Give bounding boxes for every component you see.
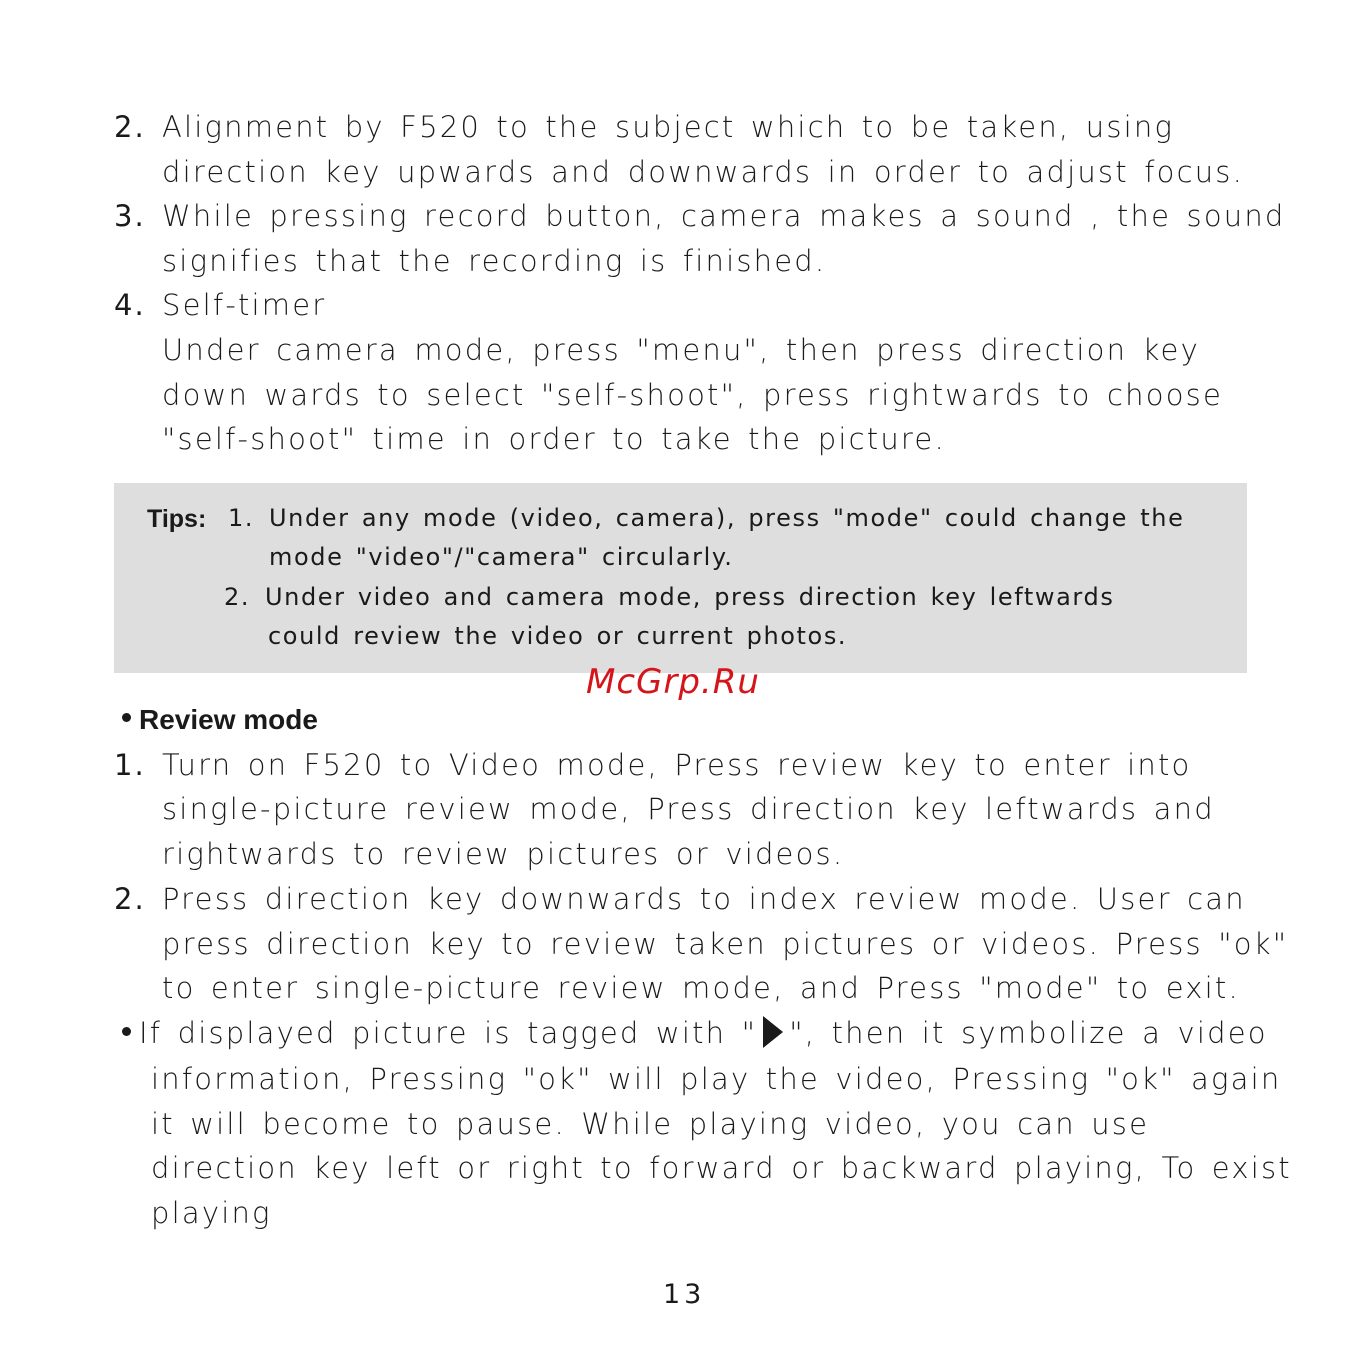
tip-1-number: 1.: [228, 504, 255, 532]
bullet-line-2: information, Pressing "ok" will play the video, Pressing "ok" again: [151, 1062, 1282, 1096]
bullet-icon: [122, 713, 131, 722]
step-2-line-2: direction key upwards and downwards in order to adjust focus.: [162, 155, 1245, 189]
tip-2-line-2: could review the video or current photos.: [268, 622, 848, 650]
bullet-line-5: playing: [151, 1196, 272, 1230]
tips-label: Tips:: [147, 505, 207, 533]
section-title: Review mode: [139, 704, 318, 735]
step-4-line-3: down wards to select "self-shoot", press rightwards to choose: [162, 378, 1223, 412]
bullet-text-after: ", then it symbolize a video: [789, 1016, 1268, 1050]
step-3-line-2: signifies that the recording is finished.: [162, 244, 827, 278]
review-step-2-line-1: Press direction key downwards to index review mode. User can: [162, 882, 1246, 916]
review-step-2-line-2: press direction key to review taken pictures or videos. Press "ok": [162, 927, 1289, 961]
bullet-icon: [122, 1027, 131, 1036]
bullet-line-3: it will become to pause. While playing video, you can use: [151, 1107, 1150, 1141]
step-2-line-1: Alignment by F520 to the subject which to be taken, using: [162, 110, 1175, 144]
step-3-number: 3.: [114, 199, 146, 233]
watermark: McGrp.Ru: [586, 662, 760, 702]
bullet-line-1: [122, 1016, 1268, 1051]
review-step-1-line-2: single-picture review mode, Press direction key leftwards and: [162, 792, 1215, 826]
review-step-1-number: 1.: [114, 748, 146, 782]
step-4-line-2: Under camera mode, press "menu", then press direction key: [162, 333, 1200, 367]
tip-1-line-2: mode "video"/"camera" circularly.: [269, 543, 734, 571]
bullet-text-before: If displayed picture is tagged with ": [139, 1016, 758, 1050]
tip-1-line-1: Under any mode (video, camera), press "mode" could change the: [269, 504, 1185, 532]
step-4-line-4: "self-shoot" time in order to take the picture.: [162, 422, 946, 456]
tip-2-number: 2.: [224, 583, 251, 611]
step-3-line-1: While pressing record button, camera makes a sound , the sound: [162, 199, 1286, 233]
review-step-2-number: 2.: [114, 882, 146, 916]
bullet-line-4: direction key left or right to forward or backward playing, To exist: [151, 1151, 1292, 1185]
review-step-1-line-1: Turn on F520 to Video mode, Press review key to enter into: [162, 748, 1192, 782]
page-number: 13: [663, 1279, 706, 1310]
step-4-number: 4.: [114, 288, 146, 322]
tip-2-line-1: Under video and camera mode, press direction key leftwards: [265, 583, 1115, 611]
play-icon: [763, 1016, 783, 1048]
section-heading: [122, 704, 318, 736]
review-step-1-line-3: rightwards to review pictures or videos.: [162, 837, 845, 871]
review-step-2-line-3: to enter single-picture review mode, and Press "mode" to exit.: [162, 971, 1240, 1005]
step-4-line-1: Self-timer: [162, 288, 327, 322]
step-2-number: 2.: [114, 110, 146, 144]
